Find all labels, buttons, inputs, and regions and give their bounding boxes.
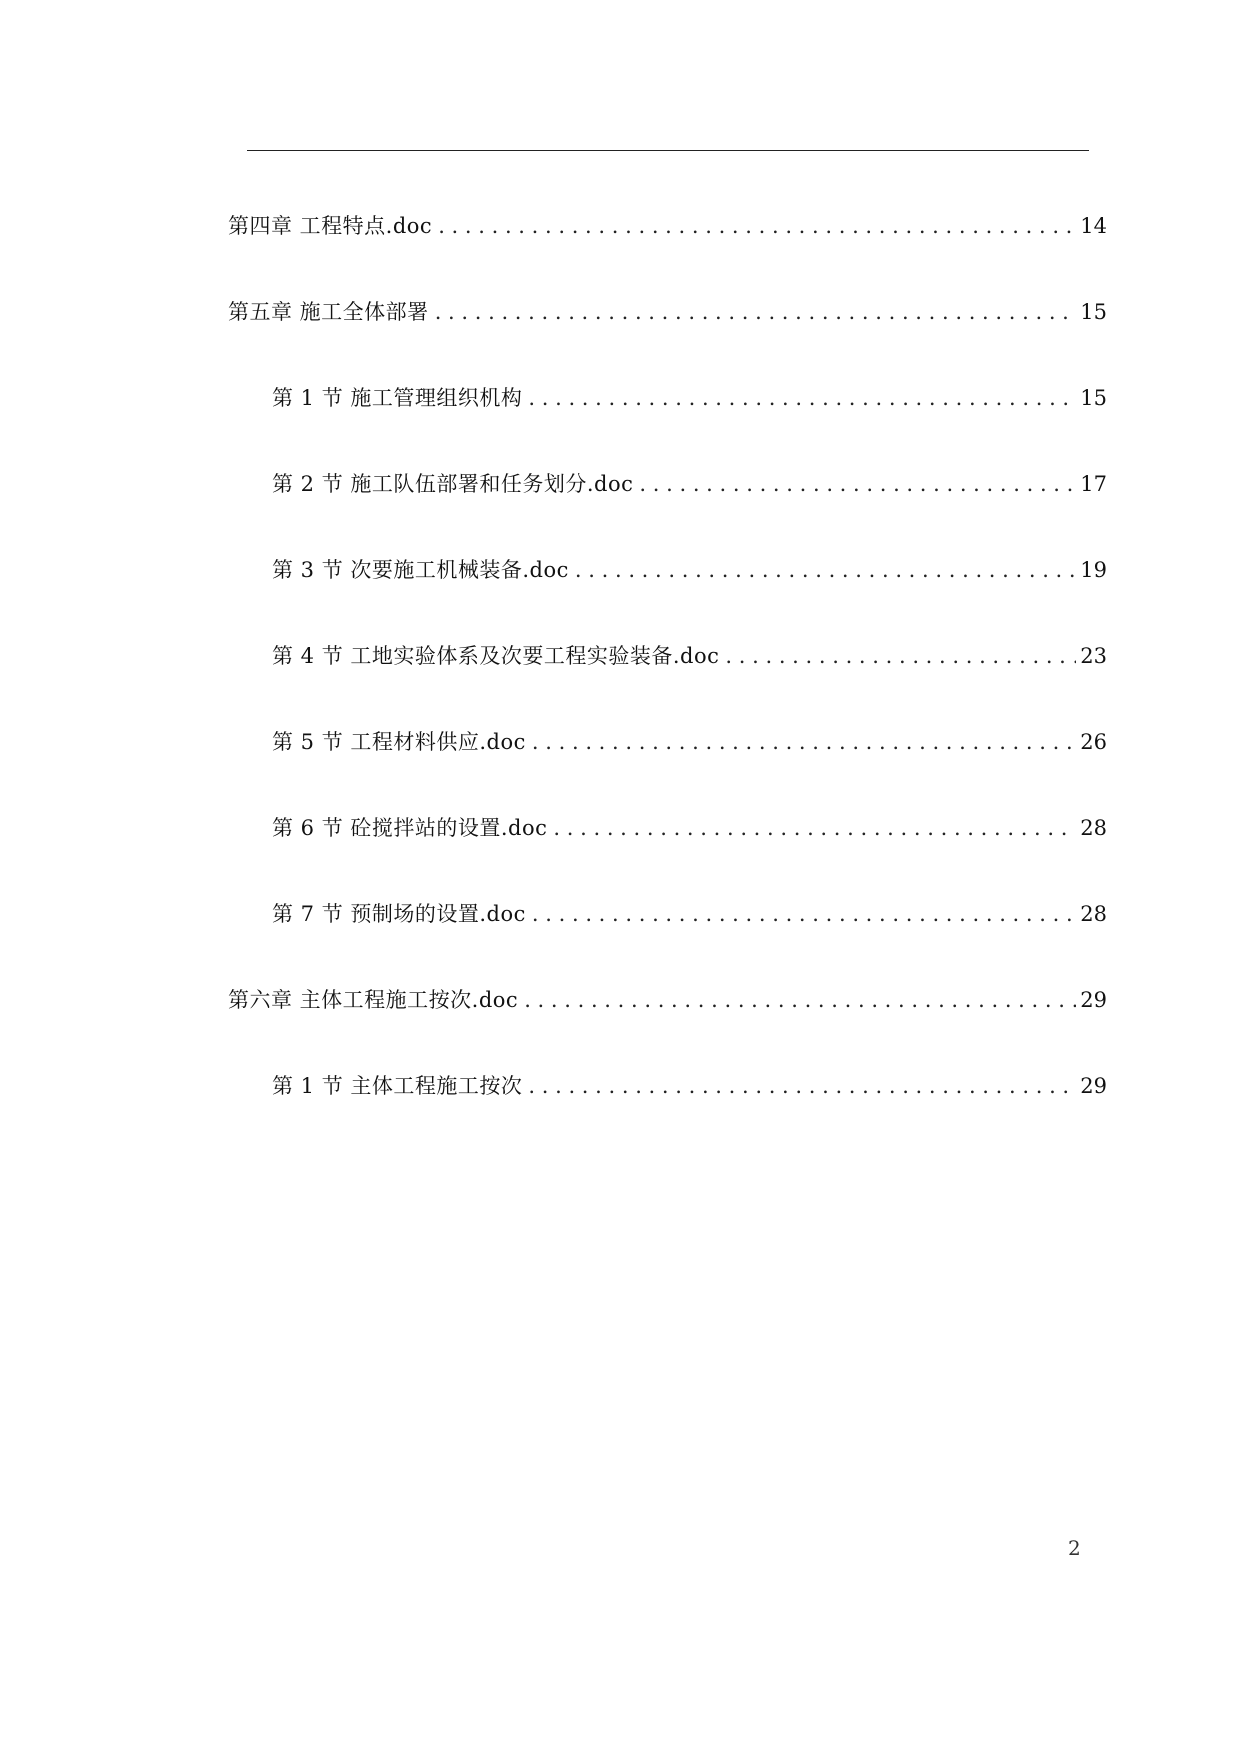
toc-dot-leader [553,813,1076,843]
toc-entry-page: 28 [1080,816,1107,840]
toc-entry-title: 第 1 节 主体工程施工按次 [272,1074,523,1098]
toc-dot-leader [438,211,1076,241]
toc-entry-title: 第 2 节 施工队伍部署和任务划分.doc [272,472,634,496]
toc-entry-title: 第五章 施工全体部署 [228,300,429,324]
toc-dot-leader [532,899,1076,929]
toc-dot-leader [524,985,1076,1015]
toc-dot-leader [725,641,1076,671]
toc-entry-page: 29 [1080,988,1107,1012]
toc-entry-page: 15 [1080,386,1107,410]
toc-entry-title: 第 5 节 工程材料供应.doc [272,730,526,754]
toc-entry-title: 第 6 节 砼搅拌站的设置.doc [272,816,548,840]
toc-entry[interactable] [272,641,1107,671]
toc-entry-title: 第 3 节 次要施工机械装备.doc [272,558,569,582]
toc-entry-title: 第 1 节 施工管理组织机构 [272,386,523,410]
toc-dot-leader [528,383,1076,413]
toc-entry-page: 19 [1080,558,1107,582]
toc-entry-page: 26 [1080,730,1107,754]
toc-entry-page: 17 [1080,472,1107,496]
toc-entry[interactable] [228,211,1107,241]
toc-dot-leader [435,297,1077,327]
toc-entry-title: 第 7 节 预制场的设置.doc [272,902,526,926]
toc-dot-leader [639,469,1076,499]
toc-entry[interactable] [228,297,1107,327]
toc-entry-page: 23 [1080,644,1107,668]
toc-entry[interactable] [272,383,1107,413]
toc-entry[interactable] [272,727,1107,757]
header-rule [247,150,1089,151]
toc-dot-leader [532,727,1076,757]
toc-entry[interactable] [272,899,1107,929]
toc-entry-title: 第 4 节 工地实验体系及次要工程实验装备.doc [272,644,720,668]
toc-dot-leader [575,555,1076,585]
toc-entry-title: 第四章 工程特点.doc [228,214,433,238]
toc-entry-title: 第六章 主体工程施工按次.doc [228,988,519,1012]
toc-entry-page: 15 [1080,300,1107,324]
toc-entry[interactable] [272,1071,1107,1101]
toc-entry[interactable] [272,813,1107,843]
toc-entry[interactable] [272,469,1107,499]
toc-entry[interactable] [272,555,1107,585]
toc-dot-leader [528,1071,1076,1101]
toc-entry[interactable] [228,985,1107,1015]
toc-entry-page: 28 [1080,902,1107,926]
page-number: 2 [1068,1536,1081,1560]
toc-entry-page: 29 [1080,1074,1107,1098]
toc-entry-page: 14 [1080,214,1107,238]
